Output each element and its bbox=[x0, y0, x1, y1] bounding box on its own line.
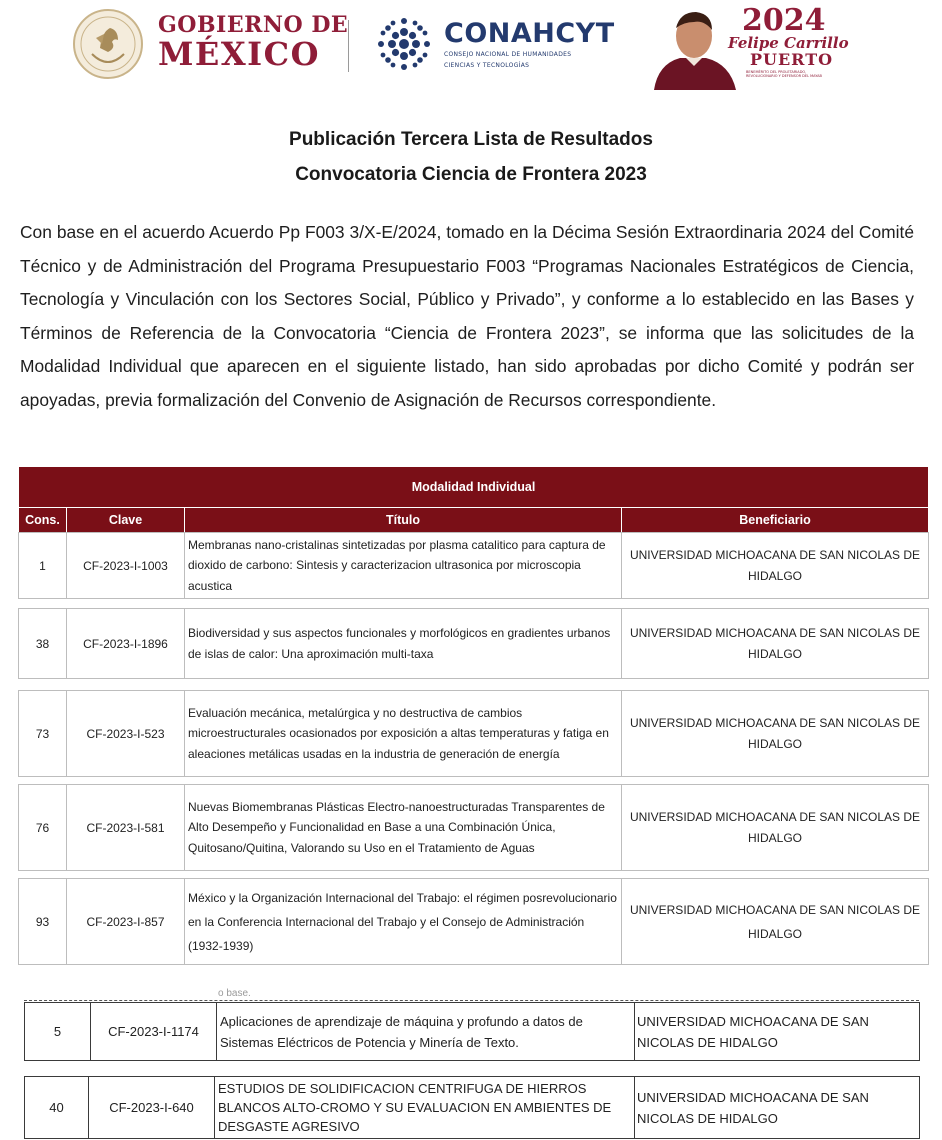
page-title: Publicación Tercera Lista de Resultados bbox=[289, 129, 653, 150]
table-row bbox=[18, 784, 929, 871]
gobierno-line2: MÉXICO bbox=[158, 35, 320, 73]
cell-beneficiario: UNIVERSIDAD MICHOACANA DE SAN NICOLAS DE HIDALGO bbox=[622, 879, 929, 965]
cell-titulo: Membranas nano-cristalinas sintetizadas por plasma catalitico para captura de dioxido de carbono: Sintesis y caracterizacion ultrasonica por microscopia acustica bbox=[185, 533, 622, 599]
table-row bbox=[24, 1076, 920, 1139]
section-header: Modalidad Individual bbox=[19, 467, 929, 508]
cell-cons: 73 bbox=[19, 691, 67, 777]
col-header-titulo: Título bbox=[185, 508, 622, 533]
table-row bbox=[18, 608, 929, 679]
table-row bbox=[18, 690, 929, 777]
mexico-seal-icon bbox=[72, 8, 144, 80]
felipe-carrillo-puerto-logo bbox=[650, 2, 850, 94]
cell-beneficiario: UNIVERSIDAD MICHOACANA DE SAN NICOLAS DE HIDALGO bbox=[635, 1077, 920, 1139]
cell-cons: 1 bbox=[19, 533, 67, 599]
cell-titulo: Aplicaciones de aprendizaje de máquina y profundo a datos de Sistemas Eléctricos de Potencia y Minería de Texto. bbox=[217, 1003, 635, 1061]
cell-titulo: Nuevas Biomembranas Plásticas Electro-nanoestructuradas Transparentes de Alto Desempeño y Funcionalidad en Base a una Combinación Única, Quitosano/Quitina, Valorando su Uso en el Tratamiento de Aguas bbox=[185, 785, 622, 871]
gobierno-line1: GOBIERNO DE bbox=[158, 12, 349, 38]
cell-clave: CF-2023-I-1174 bbox=[91, 1003, 217, 1061]
table-row bbox=[18, 878, 929, 965]
fcp-name2: PUERTO bbox=[750, 50, 834, 69]
cell-beneficiario: UNIVERSIDAD MICHOACANA DE SAN NICOLAS DE HIDALGO bbox=[622, 533, 929, 599]
cell-titulo: ESTUDIOS DE SOLIDIFICACION CENTRIFUGA DE HIERROS BLANCOS ALTO-CROMO Y SU EVALUACION EN AMBIENTES DE DESGASTE AGRESIVO bbox=[215, 1077, 635, 1139]
cell-titulo: Evaluación mecánica, metalúrgica y no destructiva de cambios microestructurales ocasionados por exposición a altas temperaturas y fatiga en aleaciones metálicas usadas en la industria de generación de energía bbox=[185, 691, 622, 777]
cell-cons: 93 bbox=[19, 879, 67, 965]
conahcyt-sub2: CIENCIAS Y TECNOLOGÍAS bbox=[444, 62, 530, 69]
fcp-year: 2024 bbox=[742, 3, 826, 38]
cell-clave: CF-2023-I-1003 bbox=[67, 533, 185, 599]
page-subtitle: Convocatoria Ciencia de Frontera 2023 bbox=[295, 164, 647, 185]
portrait-icon bbox=[650, 6, 740, 90]
cell-clave: CF-2023-I-640 bbox=[89, 1077, 215, 1139]
cell-beneficiario: UNIVERSIDAD MICHOACANA DE SAN NICOLAS DE HIDALGO bbox=[622, 609, 929, 679]
cell-beneficiario: UNIVERSIDAD MICHOACANA DE SAN NICOLAS DE HIDALGO bbox=[622, 691, 929, 777]
gobierno-de-mexico-logo bbox=[158, 12, 349, 73]
logo-banner bbox=[0, 0, 942, 100]
col-header-cons: Cons. bbox=[19, 508, 67, 533]
cell-cons: 40 bbox=[25, 1077, 89, 1139]
cell-titulo: Biodiversidad y sus aspectos funcionales y morfológicos en gradientes urbanos de islas de calor: Una aproximación multi-taxa bbox=[185, 609, 622, 679]
logo-divider bbox=[348, 20, 349, 72]
cell-clave: CF-2023-I-581 bbox=[67, 785, 185, 871]
table-row bbox=[18, 532, 929, 599]
results-table-header bbox=[18, 466, 929, 533]
col-header-clave: Clave bbox=[67, 508, 185, 533]
conahcyt-name: CONAHCYT bbox=[444, 18, 615, 49]
cell-beneficiario: UNIVERSIDAD MICHOACANA DE SAN NICOLAS DE HIDALGO bbox=[635, 1003, 920, 1061]
cell-clave: CF-2023-I-857 bbox=[67, 879, 185, 965]
cell-titulo: México y la Organización Internacional del Trabajo: el régimen posrevolucionario en la Conferencia Internacional del Trabajo y el Consejo de Administración (1932-1939) bbox=[185, 879, 622, 965]
cell-clave: CF-2023-I-523 bbox=[67, 691, 185, 777]
conahcyt-logo bbox=[444, 20, 615, 69]
fragment-text: o base. bbox=[218, 988, 251, 999]
table-row bbox=[24, 1002, 920, 1061]
conahcyt-dots-icon bbox=[372, 12, 436, 76]
conahcyt-sub1: CONSEJO NACIONAL DE HUMANIDADES bbox=[444, 51, 572, 58]
cell-clave: CF-2023-I-1896 bbox=[67, 609, 185, 679]
fcp-name1: Felipe Carrillo bbox=[728, 34, 849, 52]
fcp-tagline: BENEMÉRITO DEL PROLETARIADO, REVOLUCIONARIO Y DEFENSOR DEL MAYAB bbox=[746, 70, 822, 78]
cell-cons: 38 bbox=[19, 609, 67, 679]
cell-beneficiario: UNIVERSIDAD MICHOACANA DE SAN NICOLAS DE HIDALGO bbox=[622, 785, 929, 871]
fragment-top-border bbox=[24, 1000, 919, 1001]
col-header-beneficiario: Beneficiario bbox=[622, 508, 929, 533]
intro-paragraph: Con base en el acuerdo Acuerdo Pp F003 3/X-E/2024, tomado en la Décima Sesión Extraordinaria 2024 del Comité Técnico y de Administración del Programa Presupuestario F003 “Programas Nacionales Estratégicos de Ciencia, Tecnología y Vinculación con los Sectores Social, Público y Privado”, y conforme a lo establecido en las Bases y Términos de Referencia de la Convocatoria “Ciencia de Frontera 2023”, se informa que las solicitudes de la Modalidad Individual que aparecen en el siguiente listado, han sido aprobadas por dicho Comité y podrán ser apoyadas, previa formalización del Convenio de Asignación de Recursos correspondiente. bbox=[20, 222, 914, 410]
cell-cons: 76 bbox=[19, 785, 67, 871]
cell-cons: 5 bbox=[25, 1003, 91, 1061]
